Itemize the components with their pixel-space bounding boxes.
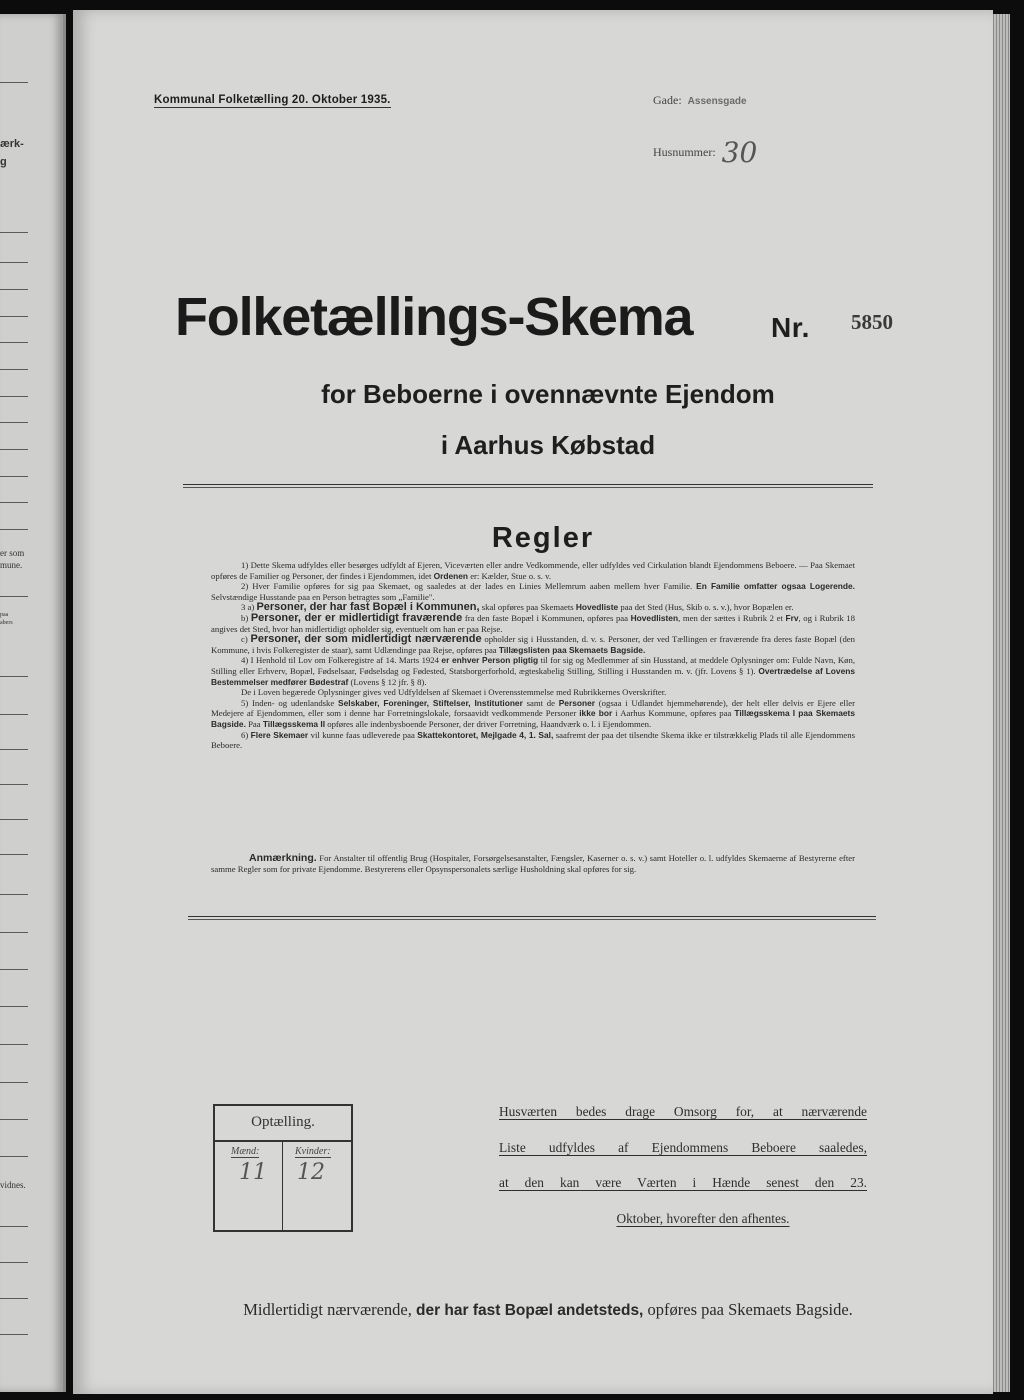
left-rule bbox=[0, 894, 28, 895]
left-rule bbox=[0, 396, 28, 397]
left-rule bbox=[0, 784, 28, 785]
left-rule bbox=[0, 529, 28, 530]
left-fragment: vidnes. bbox=[0, 1180, 26, 1190]
left-rule bbox=[0, 449, 28, 450]
rule-3b: b) Personer, der er midlertidigt fraværende fra den faste Bopæl i Kommunen, opføres paa Hovedlisten, men der sættes i Rubrik 2 et Frv, og i Rubrik 18 angives det Sted, hvor han midlertidigt opholder sig, eventuelt om han er paa Rejse. bbox=[211, 611, 855, 634]
left-rule bbox=[0, 1044, 28, 1045]
count-box bbox=[213, 1104, 353, 1232]
left-rule bbox=[0, 1334, 28, 1335]
left-rule bbox=[0, 1119, 28, 1120]
left-fragment: g bbox=[0, 156, 7, 168]
rule-1: 1) Dette Skema udfyldes eller besørges udfyldt af Ejeren, Viceværten eller andre Vedkommende, eller udfyldes ved Cirkulation blandt Ejendommens Beboere. — Paa Skemaet opføres de Familier og Personer, der findes i Ejendommen, idet Ordenen er: Kælder, Stue o. s. v. bbox=[211, 560, 855, 581]
gade-field bbox=[653, 93, 747, 108]
census-form-page bbox=[73, 10, 993, 1394]
left-fragment: paa bbox=[0, 612, 9, 618]
left-fragment: ærk- bbox=[0, 138, 24, 150]
left-rule bbox=[0, 854, 28, 855]
left-fragment: er som bbox=[0, 548, 25, 558]
left-rule bbox=[0, 1226, 28, 1227]
remark-note bbox=[211, 853, 855, 875]
left-rule bbox=[0, 714, 28, 715]
left-rule bbox=[0, 969, 28, 970]
men-label: Mænd: bbox=[231, 1146, 260, 1157]
left-rule bbox=[0, 676, 28, 677]
left-rule bbox=[0, 1006, 28, 1007]
left-rule bbox=[0, 82, 28, 83]
rule-5: 5) Inden- og udenlandske Selskaber, Foreninger, Stiftelser, Institutioner samt de Personer (ogsaa i Udlandet hjemmehørende), der helt eller delvis er Ejere eller Medejere af Ejendommen, eller som i denne har Forretningslokale, forsaavidt vedkommende Personer ikke bor i Aarhus Kommune, opføres paa Tillægsskema I paa Skemaets Bagside. Paa Tillægsskema II opføres alle indenbysboende Personer, der driver Forretning, Haandværk o. l. i Ejendommen. bbox=[211, 697, 856, 729]
left-fragment: mune. bbox=[0, 560, 23, 570]
notice-line: Husværten bedes drage Omsorg for, at nærværende bbox=[499, 1104, 867, 1119]
left-rule bbox=[0, 476, 28, 477]
rule-3c: c) Personer, der som midlertidigt nærværende opholder sig i Husstanden, d. v. s. Personer, der ved Tællingen er fraværende fra deres faste Bopæl (den Kommune, i hvis Folkeregister de staar), samt Udlændinge paa Rejse, opføres paa Tillægslisten paa Skemaets Bagside. bbox=[211, 633, 855, 655]
rules-heading: Regler bbox=[491, 522, 595, 554]
left-rule bbox=[0, 289, 28, 290]
divider-rule bbox=[188, 916, 876, 920]
left-fragment: abers bbox=[0, 620, 13, 626]
footer-instruction: Midlertidigt nærværende, der har fast Bopæl andetsteds, opføres paa Skemaets Bagside. bbox=[243, 1300, 853, 1319]
form-subtitle-city: i Aarhus Købstad bbox=[440, 430, 656, 460]
rule-6: 6) Flere Skemaer vil kunne faas udleverede paa Skattekontoret, Mejlgade 4, 1. Sal, saafremt der paa det tilsendte Skema ikke er tilstrækkelig Plads til alle Ejendommens Beboere. bbox=[211, 729, 855, 751]
gade-value: Assensgade bbox=[687, 96, 747, 107]
left-rule bbox=[0, 1156, 28, 1157]
census-header: Kommunal Folketælling 20. Oktober 1935. bbox=[154, 94, 391, 106]
landlord-notice bbox=[499, 1104, 867, 1246]
women-count: 12 bbox=[297, 1160, 325, 1185]
left-rule bbox=[0, 819, 28, 820]
form-title: Folketællings-Skema bbox=[175, 287, 693, 347]
left-facing-page bbox=[0, 14, 66, 1392]
left-rule bbox=[0, 369, 28, 370]
remark-label: Anmærkning. bbox=[249, 852, 317, 864]
notice-line: at den kan være Værten i Hænde senest den 23. bbox=[499, 1175, 867, 1190]
left-rule bbox=[0, 422, 28, 423]
notice-line: Oktober, hvorefter den afhentes. bbox=[616, 1210, 790, 1226]
left-rule bbox=[0, 749, 28, 750]
husnummer-field bbox=[653, 136, 757, 169]
form-number-label: Nr. bbox=[771, 312, 810, 343]
rule-4: 4) I Henhold til Lov om Folkeregistre af 14. Marts 1924 er enhver Person pligtig til for sig og Medlemmer af sin Husstand, at meddele Oplysninger om: Fulde Navn, Køn, Stilling eller Erhverv, Bopæl, Fødselsaar, Fødselsdag og Fødested, Statsborgerforhold, ægteskabelig Stilling, Stilling i Husstanden m. v. (jfr. Lovens § 1). Overtrædelse af Lovens Bestemmelser medfører Bødestraf (Lovens § 12 jfr. § 8). bbox=[211, 655, 856, 687]
left-rule bbox=[0, 932, 28, 933]
remark-text: For Anstalter til offentlig Brug (Hospitaler, Forsørgelsesanstalter, Fængsler, Kaserner o. s. v.) samt Hoteller o. l. udfyldes Skemaerne af Bestyrerne efter samme Regler som for private Ejendomme. Bestyrerens eller Opsynspersonalets særlige Husholdning skal opføres for sig. bbox=[211, 853, 855, 874]
form-subtitle: for Beboerne i ovennævnte Ejendom bbox=[321, 379, 775, 409]
divider-rule bbox=[183, 484, 873, 488]
left-rule bbox=[0, 1298, 28, 1299]
husnummer-value: 30 bbox=[721, 136, 758, 169]
rule-4-note: De i Loven begærede Oplysninger gives ved Udfyldelsen af Skemaet i Overensstemmelse med Rubrikkernes Overskrifter. bbox=[241, 687, 667, 698]
notice-line: Liste udfyldes af Ejendommens Beboere saaledes, bbox=[499, 1139, 867, 1155]
left-rule bbox=[0, 342, 28, 343]
rule-2: 2) Hver Familie opføres for sig paa Skemaet, og saaledes at der lades en Linies Mellemrum aaben mellem hver Familie. En Familie omfatter ogsaa Logerende. Selvstændige Husstande paa en Person betragtes som „Familie". bbox=[211, 581, 856, 602]
husnummer-label: Husnummer: bbox=[653, 145, 716, 159]
rule-3a: 3 a) Personer, der har fast Bopæl i Kommunen, skal opføres paa Skemaets Hovedliste paa det Sted (Hus, Skib o. s. v.), hvor Bopælen er. bbox=[241, 601, 794, 614]
left-rule bbox=[0, 502, 28, 503]
count-divider bbox=[215, 1140, 351, 1142]
form-number-value: 5850 bbox=[851, 310, 893, 334]
men-count: 11 bbox=[239, 1160, 267, 1185]
count-title: Optælling. bbox=[251, 1114, 315, 1130]
left-rule bbox=[0, 1262, 28, 1263]
rules-body bbox=[211, 560, 855, 751]
left-rule bbox=[0, 262, 28, 263]
left-rule bbox=[0, 232, 28, 233]
left-rule bbox=[0, 316, 28, 317]
left-rule bbox=[0, 1082, 28, 1083]
gade-label: Gade: bbox=[653, 93, 682, 107]
left-rule bbox=[0, 596, 28, 597]
count-column-divider bbox=[282, 1140, 283, 1230]
women-label: Kvinder: bbox=[295, 1146, 331, 1157]
